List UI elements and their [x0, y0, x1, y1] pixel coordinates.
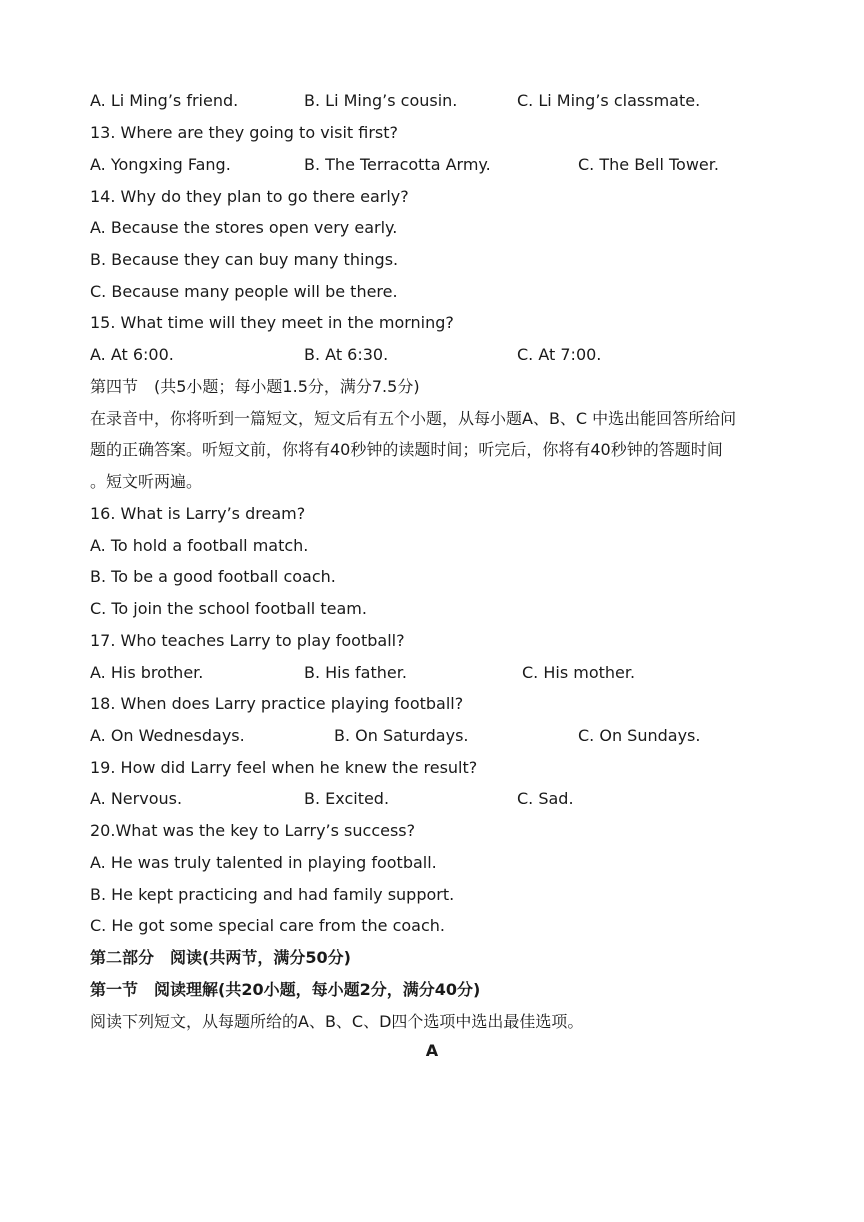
q17-option-c: C. His mother. [522, 663, 636, 682]
part2-section1-title: 第一节 阅读理解(共20小题，每小题2分，满分40分) [90, 980, 481, 999]
q18-option-a: A. On Wednesdays. [90, 726, 245, 745]
q13-option-b: B. The Terracotta Army. [304, 155, 491, 174]
q19-question: 19. How did Larry feel when he knew the result? [90, 758, 478, 777]
q12-option-a: A. Li Ming’s friend. [90, 91, 239, 110]
section4-title: 第四节 (共5小题；每小题1.5分，满分7.5分) [90, 377, 420, 396]
section4-instruction-line2: 题的正确答案。听短文前，你将有40秒钟的读题时间；听完后，你将有40秒钟的答题时间 [90, 440, 723, 459]
q18-option-b: B. On Saturdays. [334, 726, 469, 745]
section4-instruction-line3: 。短文听两遍。 [90, 472, 203, 491]
q17-option-a: A. His brother. [90, 663, 204, 682]
q14-option-c: C. Because many people will be there. [90, 282, 398, 301]
q13-question: 13. Where are they going to visit first? [90, 123, 398, 142]
q12-option-c: C. Li Ming’s classmate. [517, 91, 701, 110]
q18-question: 18. When does Larry practice playing football? [90, 694, 464, 713]
q14-option-b: B. Because they can buy many things. [90, 250, 399, 269]
q16-question: 16. What is Larry’s dream? [90, 504, 306, 523]
q17-question: 17. Who teaches Larry to play football? [90, 631, 405, 650]
q20-option-a: A. He was truly talented in playing football. [90, 853, 437, 872]
q12-option-b: B. Li Ming’s cousin. [304, 91, 458, 110]
q19-option-c: C. Sad. [517, 789, 574, 808]
q15-question: 15. What time will they meet in the morning? [90, 313, 454, 332]
part2-title: 第二部分 阅读(共两节，满分50分) [90, 948, 351, 967]
q18-option-c: C. On Sundays. [578, 726, 701, 745]
q14-question: 14. Why do they plan to go there early? [90, 187, 409, 206]
q19-option-a: A. Nervous. [90, 789, 183, 808]
q19-option-b: B. Excited. [304, 789, 390, 808]
q13-option-a: A. Yongxing Fang. [90, 155, 231, 174]
q14-option-a: A. Because the stores open very early. [90, 218, 398, 237]
passage-label: A [425, 1041, 439, 1060]
q20-question: 20.What was the key to Larry’s success? [90, 821, 416, 840]
q15-option-c: C. At 7:00. [517, 345, 602, 364]
part2-instruction: 阅读下列短文，从每题所给的A、B、C、D四个选项中选出最佳选项。 [90, 1012, 584, 1031]
q15-option-a: A. At 6:00. [90, 345, 174, 364]
q20-option-c: C. He got some special care from the coach. [90, 916, 445, 935]
q15-option-b: B. At 6:30. [304, 345, 389, 364]
q20-option-b: B. He kept practicing and had family support. [90, 885, 455, 904]
q16-option-a: A. To hold a football match. [90, 536, 309, 555]
q16-option-c: C. To join the school football team. [90, 599, 367, 618]
q13-option-c: C. The Bell Tower. [578, 155, 719, 174]
q17-option-b: B. His father. [304, 663, 407, 682]
q16-option-b: B. To be a good football coach. [90, 567, 336, 586]
section4-instruction-line1: 在录音中，你将听到一篇短文，短文后有五个小题，从每小题A、B、C 中选出能回答所给问 [90, 409, 737, 428]
